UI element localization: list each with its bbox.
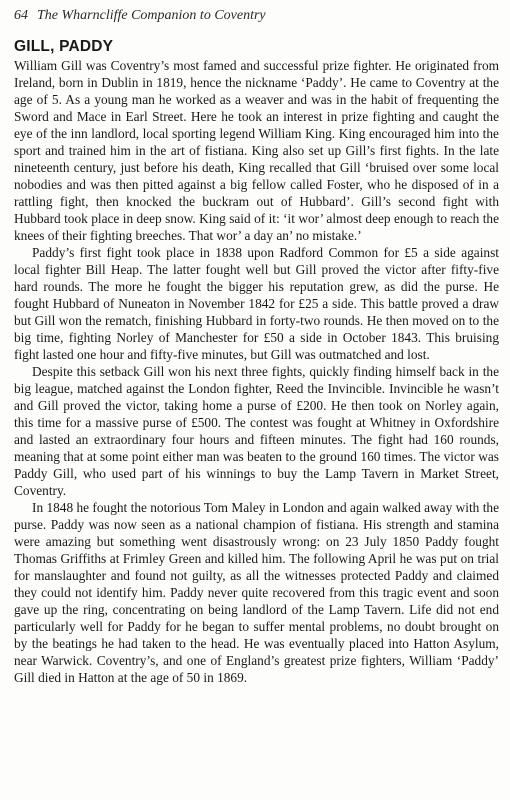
paragraph-1: William Gill was Coventry’s most famed and successful prize fighter. He originated from Ireland, born in Dublin in 1819, hence the nickname ‘Paddy’. He came to Coventry at the age of 5. As a young man he worked as a weaver and was in the habit of frequenting the Sword and Mace in Earl Street. Here he took an interest in prize fighting and caught the eye of the inn landlord, local sporting legend William King. King encouraged him into the sport and trained him in the art of fistiana. King also set up Gill’s first fights. In the late nineteenth century, just before his death, King recalled that Gill ‘bruised over some local nobodies and was then pitted against a big fellow called Foster, who he disposed of in a rattling fight, then knocked the buckram out of Hubbard’. Gill’s second fight with Hubbard took place in deep snow. King said of it: ‘it wor’ almost deep enough to reach the knees of their fighting breeches. That wor’ a day an’ no mistake.’ bbox=[14, 58, 499, 243]
entry-body bbox=[14, 57, 499, 686]
paragraph-3: Despite this setback Gill won his next three fights, quickly finding himself back in the big league, matched against the London fighter, Reed the Invincible. Invincible he wasn’t and Gill proved the victor, taking home a purse of £200. He then took on Norley again, this time for a massive purse of £500. The contest was fought at Whitney in Oxfordshire and lasted an extraordinary four hours and fifteen minutes. The fight had 160 rounds, meaning that at some point either man was beaten to the ground 160 times. The victor was Paddy Gill, who used part of his winnings to buy the Lamp Tavern in Market Street, Coventry. bbox=[14, 364, 499, 498]
book-title: The Wharncliffe Companion to Coventry bbox=[37, 8, 266, 23]
entry-title: GILL, PADDY bbox=[14, 38, 114, 55]
running-header bbox=[14, 6, 499, 26]
paragraph-4: In 1848 he fought the notorious Tom Maley in London and again walked away with the purse. Paddy was now seen as a national champion of fistiana. His strength and stamina were amazing but something went disastrously wrong: on 23 July 1850 Paddy fought Thomas Griffiths at Frimley Green and killed him. The following April he was put on trial for manslaughter and found not guilty, as all the witnesses protected Paddy and claimed they could not identify him. Paddy never quite recovered from this tragic event and soon gave up the ring, concentrating on being landlord of the Lamp Tavern. Life did not end particularly well for Paddy for he began to suffer mental problems, no doubt brought on by the beatings he had taken to the head. He was eventually placed into Hatton Asylum, near Warwick. Coventry’s, and one of England’s greatest prize fighters, William ‘Paddy’ Gill died in Hatton at the age of 50 in 1869. bbox=[14, 500, 499, 685]
paragraph-2: Paddy’s first fight took place in 1838 upon Radford Common for £5 a side against local fighter Bill Heap. The latter fought well but Gill proved the victor after fifty-five hard rounds. The more he fought the bigger his reputation grew, as did the purse. He fought Hubbard of Nuneaton in November 1842 for £25 a side. This battle proved a draw but Gill won the rematch, finishing Hubbard in forty-two rounds. He then moved on to the big time, fighting Norley of Manchester for £50 a side in October 1843. This bruising fight lasted one hour and fifty-five minutes, but Gill was outmatched and lost. bbox=[14, 245, 499, 362]
page-number: 64 bbox=[14, 8, 28, 23]
